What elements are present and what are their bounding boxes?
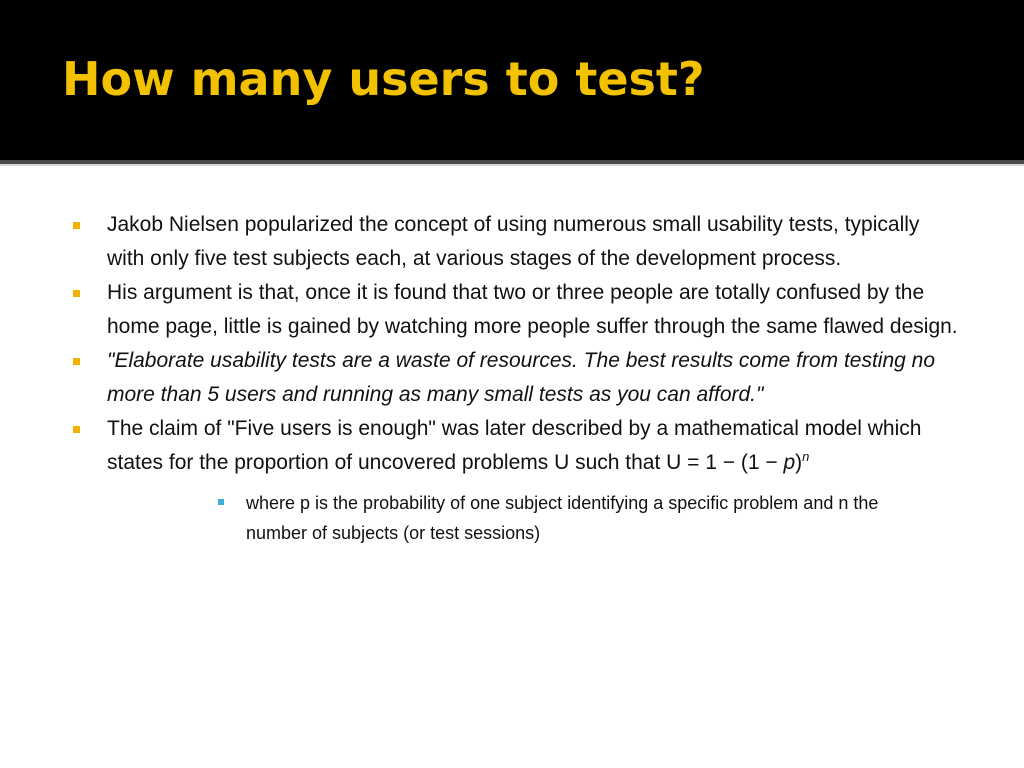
bullet-item: [0, 276, 1024, 344]
title-divider-highlight: [0, 164, 1024, 166]
bullet-item: [0, 344, 1024, 412]
formula-close-paren: ): [795, 451, 803, 474]
bullet-item: [0, 412, 1024, 548]
bullet-square-icon: [73, 358, 80, 365]
bullet-text: Jakob Nielsen popularized the concept of using numerous small usability tests, typically with only five test subjects each, at various stages of the development process.: [107, 213, 920, 270]
formula-exponent: n: [802, 449, 810, 464]
formula-lead-text: The claim of "Five users is enough" was later described by a mathematical model which states for the proportion of uncovered problems U such that U = 1 − (1 −: [107, 417, 922, 474]
formula-bullet-text: [107, 412, 958, 480]
sub-bullet-text: where p is the probability of one subject identifying a specific problem and n the number of subjects (or test sessions): [246, 493, 879, 543]
bullet-item: [0, 208, 1024, 276]
slide-title: How many users to test?: [62, 52, 705, 106]
slide-content: [0, 208, 1024, 548]
bullet-square-icon: [73, 222, 80, 229]
bullet-text: His argument is that, once it is found that two or three people are totally confused by the home page, little is gained by watching more people suffer through the same flawed design.: [107, 281, 958, 338]
bullet-square-icon: [73, 290, 80, 297]
sub-bullet-list: [107, 488, 958, 548]
sub-bullet-square-icon: [218, 499, 224, 505]
formula-variable: p: [783, 451, 796, 474]
bullet-list: [0, 208, 1024, 548]
bullet-square-icon: [73, 426, 80, 433]
quote-text: "Elaborate usability tests are a waste of resources. The best results come from testing no more than 5 users and running as many small tests as you can afford.": [107, 349, 936, 406]
sub-bullet-item: [107, 488, 958, 548]
title-band: [0, 0, 1024, 160]
